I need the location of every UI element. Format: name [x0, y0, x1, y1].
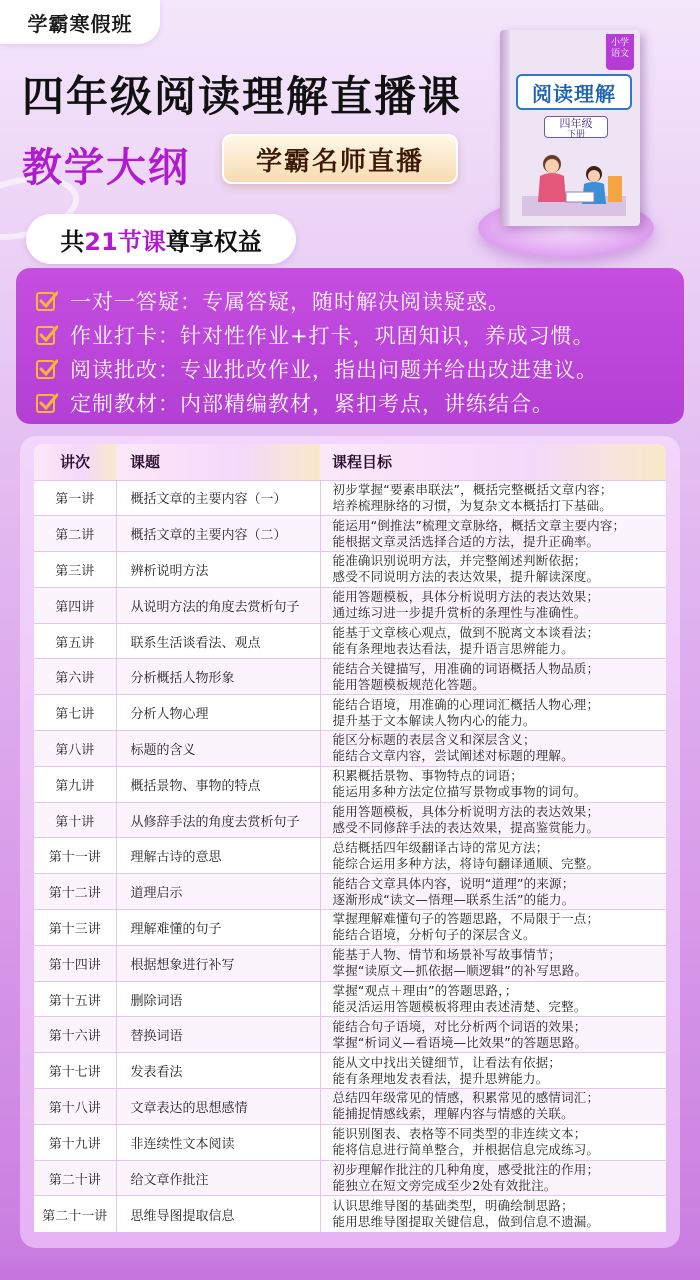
lesson-topic: 理解古诗的意思	[116, 838, 320, 874]
lesson-goal	[320, 731, 666, 767]
lesson-goal-line: 能捕捉情感线索，理解内容与情感的关联。	[332, 1106, 574, 1122]
lesson-goal-line: 能将信息进行简单整合，并根据信息完成练习。	[332, 1142, 600, 1158]
bottom-fade	[0, 1252, 700, 1280]
lesson-goal-line: 总结概括四年级翻译古诗的常见方法；	[332, 839, 549, 855]
lesson-topic: 概括文章的主要内容（一）	[116, 480, 320, 516]
lesson-goal-line: 能用思维导图提取关键信息，做到信息不遗漏。	[332, 1214, 600, 1230]
lesson-topic: 替换词语	[116, 1017, 320, 1053]
book-grade	[544, 116, 608, 138]
lesson-topic: 概括文章的主要内容（二）	[116, 516, 320, 552]
benefit-header	[26, 214, 296, 264]
book-title: 阅读理解	[516, 74, 632, 110]
lesson-goal-line: 能基于文章核心观点，做到不脱离文本谈看法；	[332, 625, 600, 641]
lesson-goal-line: 能结合语境，用准确的心理词汇概括人物心理；	[332, 696, 600, 712]
checkbox-checked-icon	[36, 324, 58, 346]
lesson-goal-line: 感受不同说明方法的表达效果，提升解读深度。	[332, 569, 600, 585]
lesson-goal-line: 感受不同修辞手法的表达效果，提高鉴赏能力。	[332, 820, 600, 836]
table-row	[34, 731, 666, 767]
benefit-item	[36, 386, 666, 420]
lesson-number: 第二十讲	[34, 1160, 116, 1196]
table-row	[34, 516, 666, 552]
lesson-goal	[320, 838, 666, 874]
lesson-goal-line: 能用答题模板，具体分析说明方法的表达效果；	[332, 804, 600, 820]
benefit-item	[36, 352, 666, 386]
lesson-number: 第十一讲	[34, 838, 116, 874]
column-header-topic: 课题	[116, 444, 320, 480]
textbook-cover	[500, 30, 640, 226]
lesson-goal	[320, 910, 666, 946]
lesson-goal-line: 能区分标题的表层含义和深层含义；	[332, 732, 536, 748]
lesson-goal-line: 能综合运用多种方法，将诗句翻译通顺、完整。	[332, 855, 600, 871]
table-row	[34, 1089, 666, 1125]
benefit-text: 定制教材：内部精编教材，紧扣考点，讲练结合。	[70, 392, 554, 416]
syllabus-table	[34, 444, 666, 1232]
book-volume-label: 下册	[566, 130, 585, 140]
lesson-goal	[320, 659, 666, 695]
lesson-goal-line: 提升基于文本解读人物内心的能力。	[332, 712, 536, 728]
lesson-goal-line: 能运用多种方法定位描写景物或事物的词句。	[332, 784, 587, 800]
lesson-number: 第十八讲	[34, 1089, 116, 1125]
lesson-topic: 从修辞手法的角度去赏析句子	[116, 802, 320, 838]
benefit-suffix: 尊享权益	[165, 227, 262, 256]
benefit-prefix: 共	[60, 227, 85, 256]
lesson-goal-line: 掌握“读原文—抓依据—顺逻辑”的补写思路。	[332, 963, 588, 979]
lesson-goal	[320, 1196, 666, 1232]
table-row	[34, 659, 666, 695]
syllabus-table-card	[20, 436, 680, 1248]
lesson-number: 第三讲	[34, 552, 116, 588]
lesson-goal-line: 通过练习进一步提升赏析的条理性与准确性。	[332, 605, 587, 621]
lesson-goal	[320, 802, 666, 838]
lesson-goal-line: 能结合文章内容，尝试阐述对标题的理解。	[332, 748, 574, 764]
table-row	[34, 1160, 666, 1196]
lesson-goal-line: 掌握“观点＋理由”的答题思路，；	[332, 983, 518, 999]
checkbox-checked-icon	[36, 392, 58, 414]
lesson-goal	[320, 587, 666, 623]
lesson-goal-line: 能结合句子语境，对比分析两个词语的效果；	[332, 1018, 587, 1034]
lesson-goal-line: 认识思维导图的基础类型，明确绘制思路；	[332, 1198, 574, 1214]
live-badge: 学霸名师直播	[222, 134, 458, 184]
lesson-number: 第六讲	[34, 659, 116, 695]
lesson-goal-line: 初步掌握“要素串联法”，概括完整概括文章内容；	[332, 481, 613, 497]
lesson-topic: 删除词语	[116, 981, 320, 1017]
lesson-goal-line: 能基于人物、情节和场景补写故事情节；	[332, 947, 562, 963]
lesson-number: 第十五讲	[34, 981, 116, 1017]
lesson-topic: 理解难懂的句子	[116, 910, 320, 946]
lesson-topic: 根据想象进行补写	[116, 945, 320, 981]
page-subtitle: 教学大纲	[22, 145, 190, 191]
lesson-goal	[320, 552, 666, 588]
lesson-goal-line: 初步理解作批注的几种角度，感受批注的作用；	[332, 1162, 600, 1178]
table-row	[34, 552, 666, 588]
lesson-goal-line: 能用答题模板，具体分析说明方法的表达效果；	[332, 589, 600, 605]
lesson-goal	[320, 623, 666, 659]
lesson-goal-line: 能根据文章灵活选择合适的方法，提升正确率。	[332, 533, 600, 549]
lesson-topic: 标题的含义	[116, 731, 320, 767]
lesson-goal-line: 培养梳理脉络的习惯，为复杂文本概括打下基础。	[332, 497, 612, 513]
class-tag: 学霸寒假班	[0, 0, 160, 44]
lesson-goal	[320, 480, 666, 516]
table-row	[34, 1196, 666, 1232]
lesson-goal	[320, 945, 666, 981]
table-row	[34, 766, 666, 802]
lesson-count: 21节课	[84, 227, 166, 256]
lesson-goal-line: 能识别图表、表格等不同类型的非连续文本；	[332, 1126, 587, 1142]
lesson-topic: 道理启示	[116, 874, 320, 910]
lesson-goal	[320, 1124, 666, 1160]
table-header-row	[34, 444, 666, 480]
page-title: 四年级阅读理解直播课	[22, 72, 463, 121]
lesson-number: 第五讲	[34, 623, 116, 659]
reading-illustration-icon	[522, 146, 626, 216]
table-row	[34, 623, 666, 659]
lesson-goal	[320, 1089, 666, 1125]
table-row	[34, 910, 666, 946]
book-subject-badge	[606, 34, 634, 70]
lesson-topic: 从说明方法的角度去赏析句子	[116, 587, 320, 623]
lesson-topic: 给文章作批注	[116, 1160, 320, 1196]
book-corner-line2: 语文	[610, 49, 629, 59]
lesson-goal-line: 能有条理地发表看法，提升思辨能力。	[332, 1070, 549, 1086]
column-header-goal: 课程目标	[320, 444, 666, 480]
table-row	[34, 587, 666, 623]
table-row	[34, 945, 666, 981]
lesson-topic: 文章表达的思想感情	[116, 1089, 320, 1125]
table-row	[34, 1124, 666, 1160]
lesson-topic: 发表看法	[116, 1053, 320, 1089]
lesson-topic: 辨析说明方法	[116, 552, 320, 588]
lesson-goal-line: 能结合关键描写，用准确的词语概括人物品质；	[332, 660, 600, 676]
lesson-goal	[320, 1017, 666, 1053]
lesson-goal-line: 能用答题模板规范化答题。	[332, 676, 485, 692]
lesson-number: 第十七讲	[34, 1053, 116, 1089]
lesson-number: 第二十一讲	[34, 1196, 116, 1232]
lesson-goal-line: 能从文中找出关键细节，让看法有依据；	[332, 1054, 562, 1070]
benefit-text: 作业打卡：针对性作业+打卡，巩固知识，养成习惯。	[70, 324, 595, 348]
lesson-topic: 分析人物心理	[116, 695, 320, 731]
lesson-number: 第二讲	[34, 516, 116, 552]
lesson-topic: 分析概括人物形象	[116, 659, 320, 695]
lesson-goal-line: 能独立在短文旁完成至少2处有效批注。	[332, 1178, 557, 1194]
table-row	[34, 802, 666, 838]
lesson-number: 第七讲	[34, 695, 116, 731]
lesson-goal	[320, 874, 666, 910]
lesson-number: 第九讲	[34, 766, 116, 802]
lesson-goal-line: 逐渐形成“读文—悟理—联系生活”的能力。	[332, 891, 575, 907]
book-corner-line1: 小学	[610, 38, 629, 48]
lesson-goal	[320, 1053, 666, 1089]
lesson-topic: 概括景物、事物的特点	[116, 766, 320, 802]
lesson-goal-line: 总结四年级常见的情感，积累常见的感情词汇；	[332, 1090, 600, 1106]
lesson-number: 第八讲	[34, 731, 116, 767]
lesson-number: 第十六讲	[34, 1017, 116, 1053]
lesson-topic: 思维导图提取信息	[116, 1196, 320, 1232]
lesson-goal-line: 能准确识别说明方法，并完整阐述判断依据；	[332, 553, 587, 569]
lesson-goal-line: 能结合文章具体内容，说明“道理”的来源；	[332, 875, 575, 891]
table-body	[34, 480, 666, 1232]
lesson-goal-line: 能结合语境，分析句子的深层含义。	[332, 927, 536, 943]
lesson-goal	[320, 1160, 666, 1196]
benefit-list	[16, 268, 684, 424]
lesson-goal	[320, 695, 666, 731]
benefit-item	[36, 318, 666, 352]
lesson-goal-line: 掌握理解难懂句子的答题思路，不局限于一点；	[332, 911, 600, 927]
lesson-goal-line: 能灵活运用答题模板将理由表述清楚、完整。	[332, 999, 587, 1015]
lesson-number: 第十九讲	[34, 1124, 116, 1160]
benefit-text: 阅读批改：专业批改作业，指出问题并给出改进建议。	[70, 358, 598, 382]
lesson-goal	[320, 766, 666, 802]
lesson-number: 第十三讲	[34, 910, 116, 946]
lesson-topic: 联系生活谈看法、观点	[116, 623, 320, 659]
lesson-goal	[320, 516, 666, 552]
book-grade-label: 四年级	[559, 117, 593, 130]
benefit-text: 一对一答疑：专属答疑，随时解决阅读疑惑。	[70, 290, 510, 314]
checkbox-checked-icon	[36, 290, 58, 312]
lesson-topic: 非连续性文本阅读	[116, 1124, 320, 1160]
lesson-number: 第十四讲	[34, 945, 116, 981]
table-row	[34, 1017, 666, 1053]
lesson-goal	[320, 981, 666, 1017]
lesson-number: 第一讲	[34, 480, 116, 516]
lesson-goal-line: 能有条理地表达看法，提升语言思辨能力。	[332, 641, 574, 657]
lesson-number: 第十讲	[34, 802, 116, 838]
table-row	[34, 695, 666, 731]
lesson-number: 第十二讲	[34, 874, 116, 910]
lesson-goal-line: 掌握“析词义—看语境—比效果”的答题思路。	[332, 1034, 588, 1050]
table-row	[34, 480, 666, 516]
benefit-item	[36, 284, 666, 318]
table-row	[34, 1053, 666, 1089]
checkbox-checked-icon	[36, 358, 58, 380]
table-row	[34, 981, 666, 1017]
column-header-lesson: 讲次	[34, 444, 116, 480]
lesson-goal-line: 能运用“倒推法”梳理文章脉络，概括文章主要内容；	[332, 517, 626, 533]
lesson-goal-line: 积累概括景物、事物特点的词语；	[332, 768, 524, 784]
table-row	[34, 874, 666, 910]
lesson-number: 第四讲	[34, 587, 116, 623]
table-row	[34, 838, 666, 874]
